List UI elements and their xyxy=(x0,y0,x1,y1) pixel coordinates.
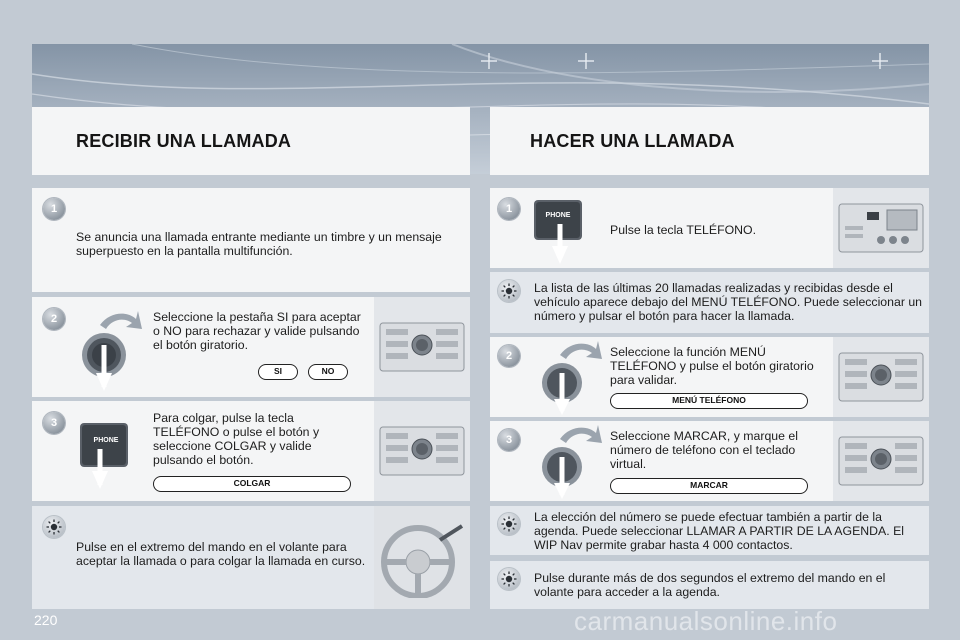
section-title: RECIBIR UNA LLAMADA xyxy=(76,131,292,151)
receive-step-1 xyxy=(32,188,470,292)
radio-thumbnail xyxy=(833,421,929,501)
rotary-knob-icon xyxy=(72,305,142,393)
tip-icon xyxy=(43,516,65,538)
step-number: 3 xyxy=(498,429,520,451)
radio-unit-icon xyxy=(837,347,925,407)
step-number: 2 xyxy=(43,308,65,330)
radio-unit-icon xyxy=(837,198,925,258)
radio-unit-icon xyxy=(837,431,925,491)
make-call-header xyxy=(490,107,929,175)
step-number: 3 xyxy=(43,412,65,434)
phone-key-label: PHONE xyxy=(545,212,571,219)
receive-call-header xyxy=(32,107,470,175)
marcar-button[interactable]: MARCAR xyxy=(610,478,808,494)
step-text: Pulse la tecla TELÉFONO. xyxy=(610,223,757,237)
phone-key-icon xyxy=(532,192,588,268)
tip-icon xyxy=(498,513,520,535)
make-step-1 xyxy=(490,188,929,268)
make-tip-1 xyxy=(490,272,929,333)
make-step-2 xyxy=(490,337,929,417)
radio-thumbnail xyxy=(374,297,470,397)
tip-text: Pulse durante más de dos segundos el extremo del mando en el volante para acceder a la agenda. xyxy=(534,571,886,599)
page-number: 220 xyxy=(34,612,58,628)
steering-wheel-icon xyxy=(378,518,466,598)
step-text: Seleccione la función MENÚ TELÉFONO y pulse el botón giratorio para validar. xyxy=(610,345,814,387)
receive-step-2 xyxy=(32,297,470,397)
step-text: Se anuncia una llamada entrante mediante un timbre y un mensaje superpuesto en la pantalla multifunción. xyxy=(76,230,442,258)
step-number: 1 xyxy=(498,198,520,220)
make-tip-2 xyxy=(490,506,929,555)
receive-tip xyxy=(32,506,470,609)
step-text: Para colgar, pulse la tecla TELÉFONO o pulse el botón y seleccione COLGAR y valide pulsando el botón. xyxy=(153,411,320,467)
phone-key-icon xyxy=(78,411,134,491)
radio-unit-icon xyxy=(378,421,466,481)
radio-unit-icon xyxy=(378,317,466,377)
section-title: HACER UNA LLAMADA xyxy=(530,131,735,151)
tip-text: La elección del número se puede efectuar también a partir de la agenda. Puede seleccionar LLAMAR A PARTIR DE LA AGENDA. El WIP Nav permite grabar hasta 4 000 contactos. xyxy=(534,510,905,552)
tip-text: La lista de las últimas 20 llamadas realizadas y recibidas desde el vehículo aparece debajo del MENÚ TELÉFONO. Puede seleccionar un número y pulsar el botón para hacer la llamada. xyxy=(534,281,923,323)
radio-thumbnail xyxy=(833,188,929,268)
radio-thumbnail xyxy=(374,401,470,501)
si-button[interactable]: SI xyxy=(258,364,298,380)
step-number: 2 xyxy=(498,345,520,367)
make-tip-3 xyxy=(490,561,929,609)
rotary-knob-icon xyxy=(532,421,602,501)
tip-icon xyxy=(498,568,520,590)
tip-text: Pulse en el extremo del mando en el volante para aceptar la llamada o para colgar la llamada en curso. xyxy=(76,540,366,568)
no-button[interactable]: NO xyxy=(308,364,348,380)
receive-step-3 xyxy=(32,401,470,501)
step-text: Seleccione MARCAR, y marque el número de teléfono con el teclado virtual. xyxy=(610,429,798,471)
step-text: Seleccione la pestaña SI para aceptar o NO para rechazar y valide pulsando el botón giratorio. xyxy=(153,310,361,352)
rotary-knob-icon xyxy=(532,337,602,417)
watermark: carmanualsonline.info xyxy=(574,606,838,636)
step-number: 1 xyxy=(43,198,65,220)
menu-telefono-button[interactable]: MENÚ TELÉFONO xyxy=(610,393,808,409)
steering-thumbnail xyxy=(374,506,470,609)
make-step-3 xyxy=(490,421,929,501)
tip-icon xyxy=(498,280,520,302)
colgar-button[interactable]: COLGAR xyxy=(153,476,351,492)
phone-key-label: PHONE xyxy=(93,437,119,444)
radio-thumbnail xyxy=(833,337,929,417)
